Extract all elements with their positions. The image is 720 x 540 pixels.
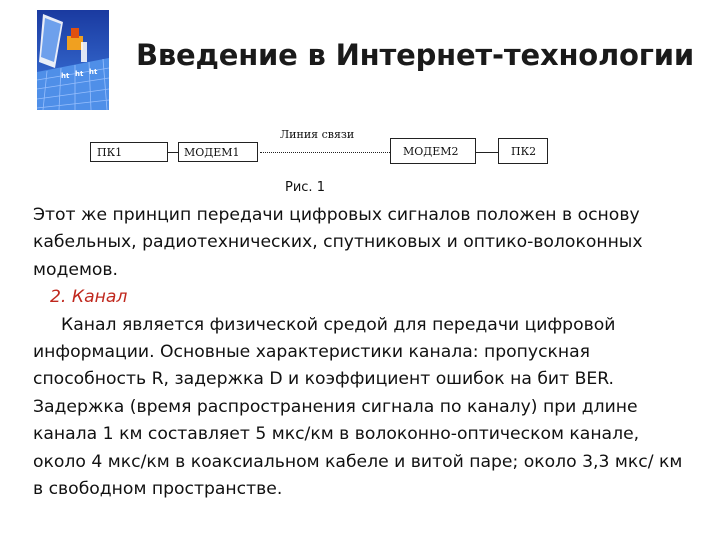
intro-paragraph: Этот же принцип передачи цифровых сигналов положен в основу кабельных, радиотехнических, спутниковых и оптико-волоконных модемов. — [33, 205, 643, 280]
svg-text:ht: ht — [89, 68, 98, 76]
connection-diagram — [90, 126, 560, 176]
svg-text:ht: ht — [61, 72, 70, 80]
logo-image — [37, 10, 109, 110]
section-heading: 2. Канал — [50, 287, 128, 308]
figure-caption: Рис. 1 — [285, 180, 325, 195]
communication-line-label: Линия связи — [280, 128, 355, 141]
communication-line — [260, 152, 390, 153]
pc1-label: ПК1 — [97, 145, 123, 159]
modem1-box — [178, 142, 258, 162]
body-text — [33, 202, 693, 503]
pc1-box — [90, 142, 168, 162]
page-title: Введение в Интернет-технологии — [136, 38, 694, 72]
pc2-label: ПК2 — [511, 144, 537, 158]
pc2-box — [498, 138, 548, 164]
logo-graphic — [37, 10, 109, 110]
modem2-label: МОДЕМ2 — [403, 144, 459, 158]
channel-paragraph: Канал является физической средой для передачи цифровой информации. Основные характеристики канала: пропускная способность R, задержка D и коэффициент ошибок на бит BER. Задержка (время распространения сигнала по каналу) при длине канала 1 км составляет 5 мкс/км в волоконно-оптическом канале, около 4 мкс/км в коаксиальном кабеле и витой паре; около 3,3 мкс/ км в свободном пространстве. — [33, 314, 683, 500]
modem2-pc2-link — [476, 152, 498, 153]
modem1-label: МОДЕМ1 — [184, 145, 240, 159]
pc1-modem1-link — [168, 152, 178, 153]
modem2-box — [390, 138, 476, 164]
svg-text:ht: ht — [75, 70, 84, 78]
